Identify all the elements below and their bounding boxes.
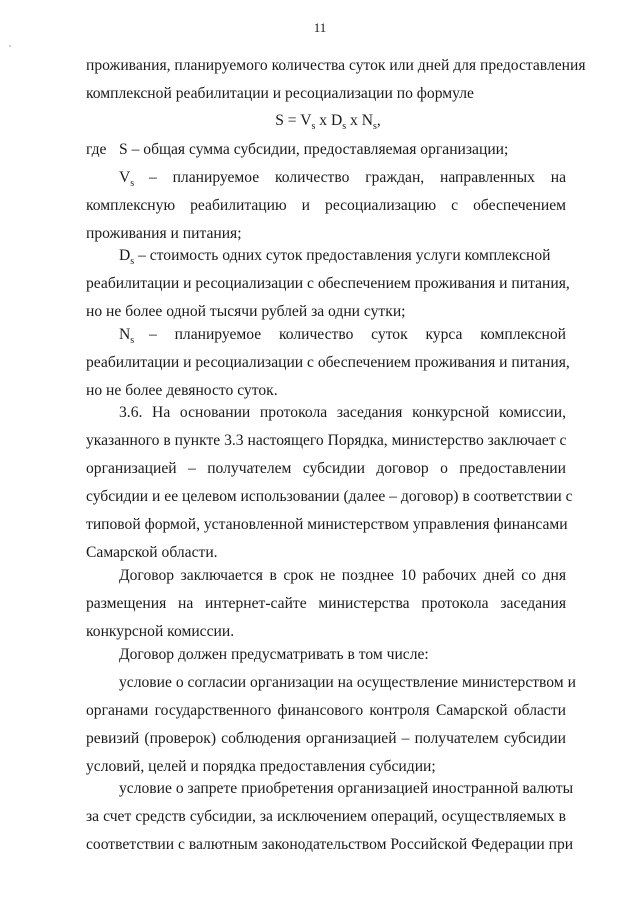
paragraph-line: условие о согласии организации на осуществление министерством и	[119, 674, 576, 691]
definition-n-symbol: $N_s$	[119, 326, 135, 347]
paragraph-line: типовой формой, установленной министерством управления финансами	[86, 516, 568, 533]
text-line: но не более одной тысячи рублей за одни сутки;	[86, 303, 406, 320]
paragraph-line: соответствии с валютным законодательством Российской Федерации при	[86, 836, 574, 853]
page-number: 11	[313, 20, 327, 35]
paragraph-line: ревизий (проверок) соблюдения организацией – получателем субсидии	[86, 730, 566, 747]
text-line: проживания, планируемого количества суток или дней для предоставления	[86, 57, 586, 74]
paragraph-line: конкурсной комиссии.	[86, 623, 235, 640]
paragraph-line: субсидии и ее целевом использовании (далее – договор) в соответствии с	[86, 488, 573, 505]
definition-n: – планируемое количество суток курса комплексной	[149, 326, 566, 343]
text-line: реабилитации и ресоциализации с обеспечением проживания и питания,	[86, 275, 570, 292]
definition-v-symbol: $V_s$	[119, 169, 135, 190]
text-line: комплексную реабилитацию и ресоциализацию с обеспечением	[86, 197, 566, 214]
paragraph-line: органами государственного финансового контроля Самарской области	[86, 702, 566, 719]
paragraph-line: размещения на интернет-сайте министерства протокола заседания	[86, 595, 566, 612]
definition-d: $D_s$ – стоимость одних суток предоставления услуги комплексной	[119, 247, 551, 268]
definition-v: – планируемое количество граждан, направленных на	[149, 169, 566, 186]
text-line: комплексной реабилитации и ресоциализации по формуле	[86, 85, 474, 102]
where-label: где	[86, 141, 107, 158]
paragraph-line: 3.6. На основании протокола заседания конкурсной комиссии,	[119, 404, 566, 421]
text-line: но не более девяносто суток.	[86, 382, 278, 399]
definition-s: S – общая сумма субсидии, предоставляемая организации;	[119, 141, 509, 158]
text-line: проживания и питания;	[86, 225, 242, 242]
scan-speck	[9, 45, 11, 47]
paragraph-line: условие о запрете приобретения организацией иностранной валюты	[119, 780, 574, 797]
paragraph-line: Договор должен предусматривать в том числе:	[119, 646, 429, 663]
paragraph-line: за счет средств субсидии, за исключением операций, осуществляемых в	[86, 808, 566, 825]
paragraph-line: Договор заключается в срок не позднее 10 рабочих дней со дня	[119, 567, 566, 584]
subsidy-formula: $S = V_s$ x $D_s$ x $N_s$,	[275, 112, 381, 133]
paragraph-line: организацией – получателем субсидии договор о предоставлении	[86, 460, 566, 477]
text-line: реабилитации и ресоциализации с обеспечением проживания и питания,	[86, 354, 570, 371]
paragraph-line: указанного в пункте 3.3 настоящего Порядка, министерство заключает с	[86, 432, 567, 449]
paragraph-line: Самарской области.	[86, 544, 218, 561]
paragraph-line: условий, целей и порядка предоставления субсидии;	[86, 758, 436, 775]
